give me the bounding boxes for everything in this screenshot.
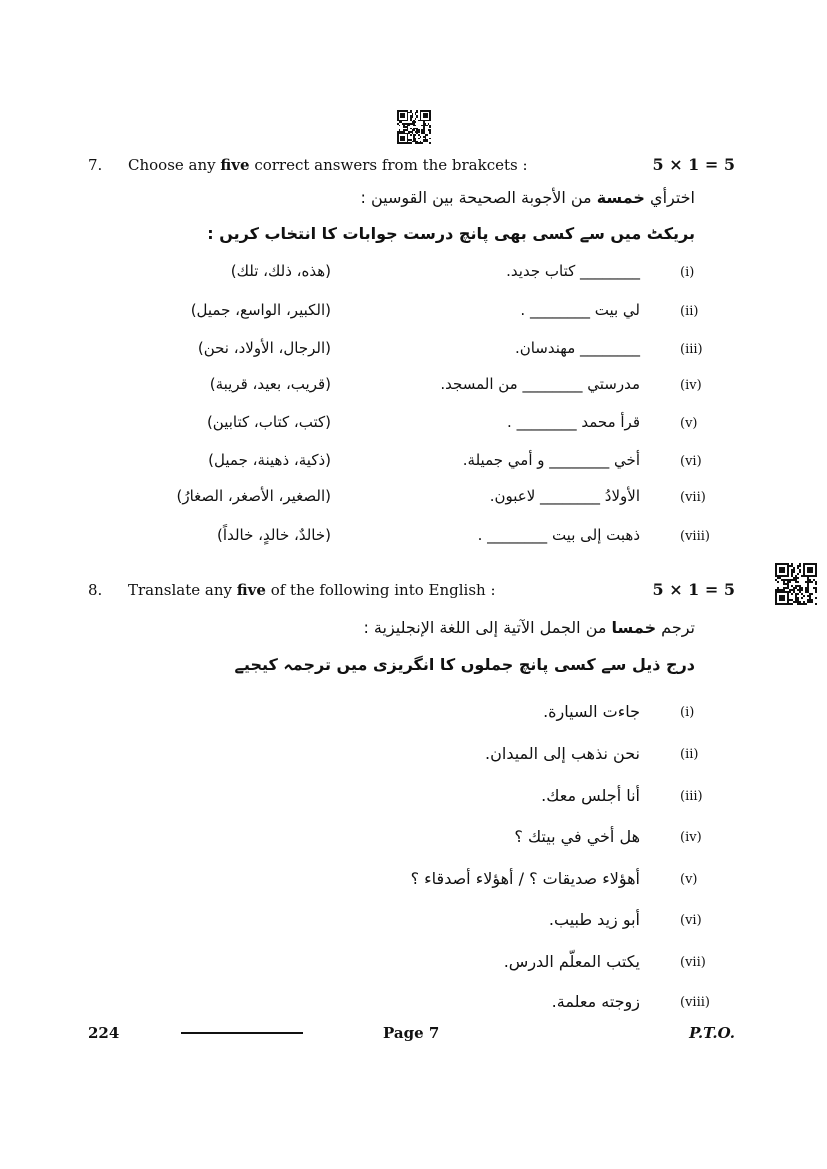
- q7-item-sentence: أخي ________ و أمي جميلة.: [462, 451, 640, 469]
- q7-item-sentence: ذهبت إلى بيت ________ .: [477, 526, 640, 544]
- q8-urdu-instruction: درج ذیل سے کسی پانچ جملوں کا انگریزی میں ترجمہ کیجیے: [234, 655, 695, 674]
- q7-arabic-after: من الأجوبة الصحيحة بين القوسين :: [360, 188, 597, 207]
- q8-arabic-instruction: [363, 618, 695, 637]
- q8-item-label: (v): [680, 872, 698, 887]
- q8-item-label: (viii): [680, 995, 710, 1010]
- q8-item-label: (iii): [680, 789, 703, 804]
- q7-item-label: (ii): [680, 304, 699, 319]
- q8-item-text: زوجته معلمة.: [551, 992, 640, 1011]
- footer-rule: [181, 1032, 303, 1034]
- q8-arabic-after: من الجمل الآتية إلى اللغة الإنجليزية :: [363, 618, 612, 637]
- q7-item-sentence: الأولادُ ________ لاعبون.: [489, 487, 640, 505]
- q8-arabic-bold: خمسا: [611, 618, 657, 637]
- footer-pto: P.T.O.: [689, 1024, 735, 1042]
- q8-item-text: يكتب المعلّم الدرس.: [503, 952, 640, 971]
- qr-code-top: [397, 110, 431, 144]
- q8-arabic-before: ترجم: [656, 618, 695, 637]
- q7-item-options: (الكبير، الواسع، جميل): [190, 301, 331, 319]
- q7-item-options: (الرجال، الأولاد، نحن): [197, 339, 331, 357]
- q7-item-label: (vi): [680, 454, 702, 469]
- q8-prompt: [128, 581, 496, 599]
- q8-number: 8.: [88, 581, 103, 599]
- q8-item-label: (ii): [680, 747, 699, 762]
- q7-item-sentence: ________ كتاب جديد.: [506, 262, 640, 280]
- q7-item-label: (i): [680, 265, 695, 280]
- q8-marks: 5 × 1 = 5: [652, 580, 735, 599]
- q8-prompt-before: Translate any: [128, 581, 237, 599]
- q7-item-label: (v): [680, 416, 698, 431]
- q8-item-text: أنا أجلس معك.: [541, 786, 640, 805]
- qr-code-side: [775, 563, 817, 605]
- q7-item-options: (قريب، بعيد، قريبة): [209, 375, 331, 393]
- q8-item-text: جاءت السيارة.: [543, 702, 640, 721]
- q7-item-sentence: مدرستي ________ من المسجد.: [440, 375, 640, 393]
- q7-item-options: (خالدٌ، خالدٍ، خالداً): [217, 526, 331, 544]
- q8-item-text: أبو زيد طبيب.: [548, 910, 640, 929]
- q7-urdu-instruction: بریکٹ میں سے کسی بھی پانچ درست جوابات کا انتخاب کریں :: [207, 224, 695, 243]
- q8-prompt-bold: five: [236, 581, 266, 599]
- q7-item-options: (هذه، ذلك، تلك): [230, 262, 331, 280]
- footer-code: 224: [88, 1024, 120, 1042]
- q7-arabic-before: اخترأي: [644, 188, 695, 207]
- q8-prompt-after: of the following into English :: [265, 581, 496, 599]
- q8-item-label: (i): [680, 705, 695, 720]
- q7-item-label: (viii): [680, 529, 710, 544]
- q7-item-options: (ذكية، ذهينة، جميل): [208, 451, 331, 469]
- q8-item-label: (iv): [680, 830, 702, 845]
- q7-item-label: (iii): [680, 342, 703, 357]
- q7-number: 7.: [88, 156, 103, 174]
- q8-item-label: (vi): [680, 913, 702, 928]
- q7-item-options: (كتب، كتاب، كتابين): [206, 413, 331, 431]
- q7-marks: 5 × 1 = 5: [652, 155, 735, 174]
- q7-item-sentence: ________ مهندسان.: [514, 339, 640, 357]
- q7-arabic-bold: خمسة: [596, 188, 645, 207]
- q7-item-options: (الصغير، الأصغر، الصغارُ): [176, 487, 331, 505]
- q7-item-label: (vii): [680, 490, 706, 505]
- q7-item-label: (iv): [680, 378, 702, 393]
- q7-arabic-instruction: [360, 188, 695, 207]
- footer-page: Page 7: [383, 1024, 440, 1042]
- q8-item-text: هل أخي في بيتك ؟: [514, 827, 640, 846]
- q8-item-text: نحن نذهب إلى الميدان.: [485, 744, 640, 763]
- q7-prompt-after: correct answers from the brakcets :: [249, 156, 528, 174]
- q7-item-sentence: لي بيت ________ .: [520, 301, 640, 319]
- q7-prompt-bold: five: [220, 156, 250, 174]
- q7-item-sentence: قرأ محمد ________ .: [507, 413, 640, 431]
- q7-prompt-before: Choose any: [128, 156, 221, 174]
- q8-item-text: أهؤلاء صديقات ؟ / أهؤلاء أصدقاء ؟: [410, 869, 640, 888]
- q7-prompt: [128, 156, 528, 174]
- q8-item-label: (vii): [680, 955, 706, 970]
